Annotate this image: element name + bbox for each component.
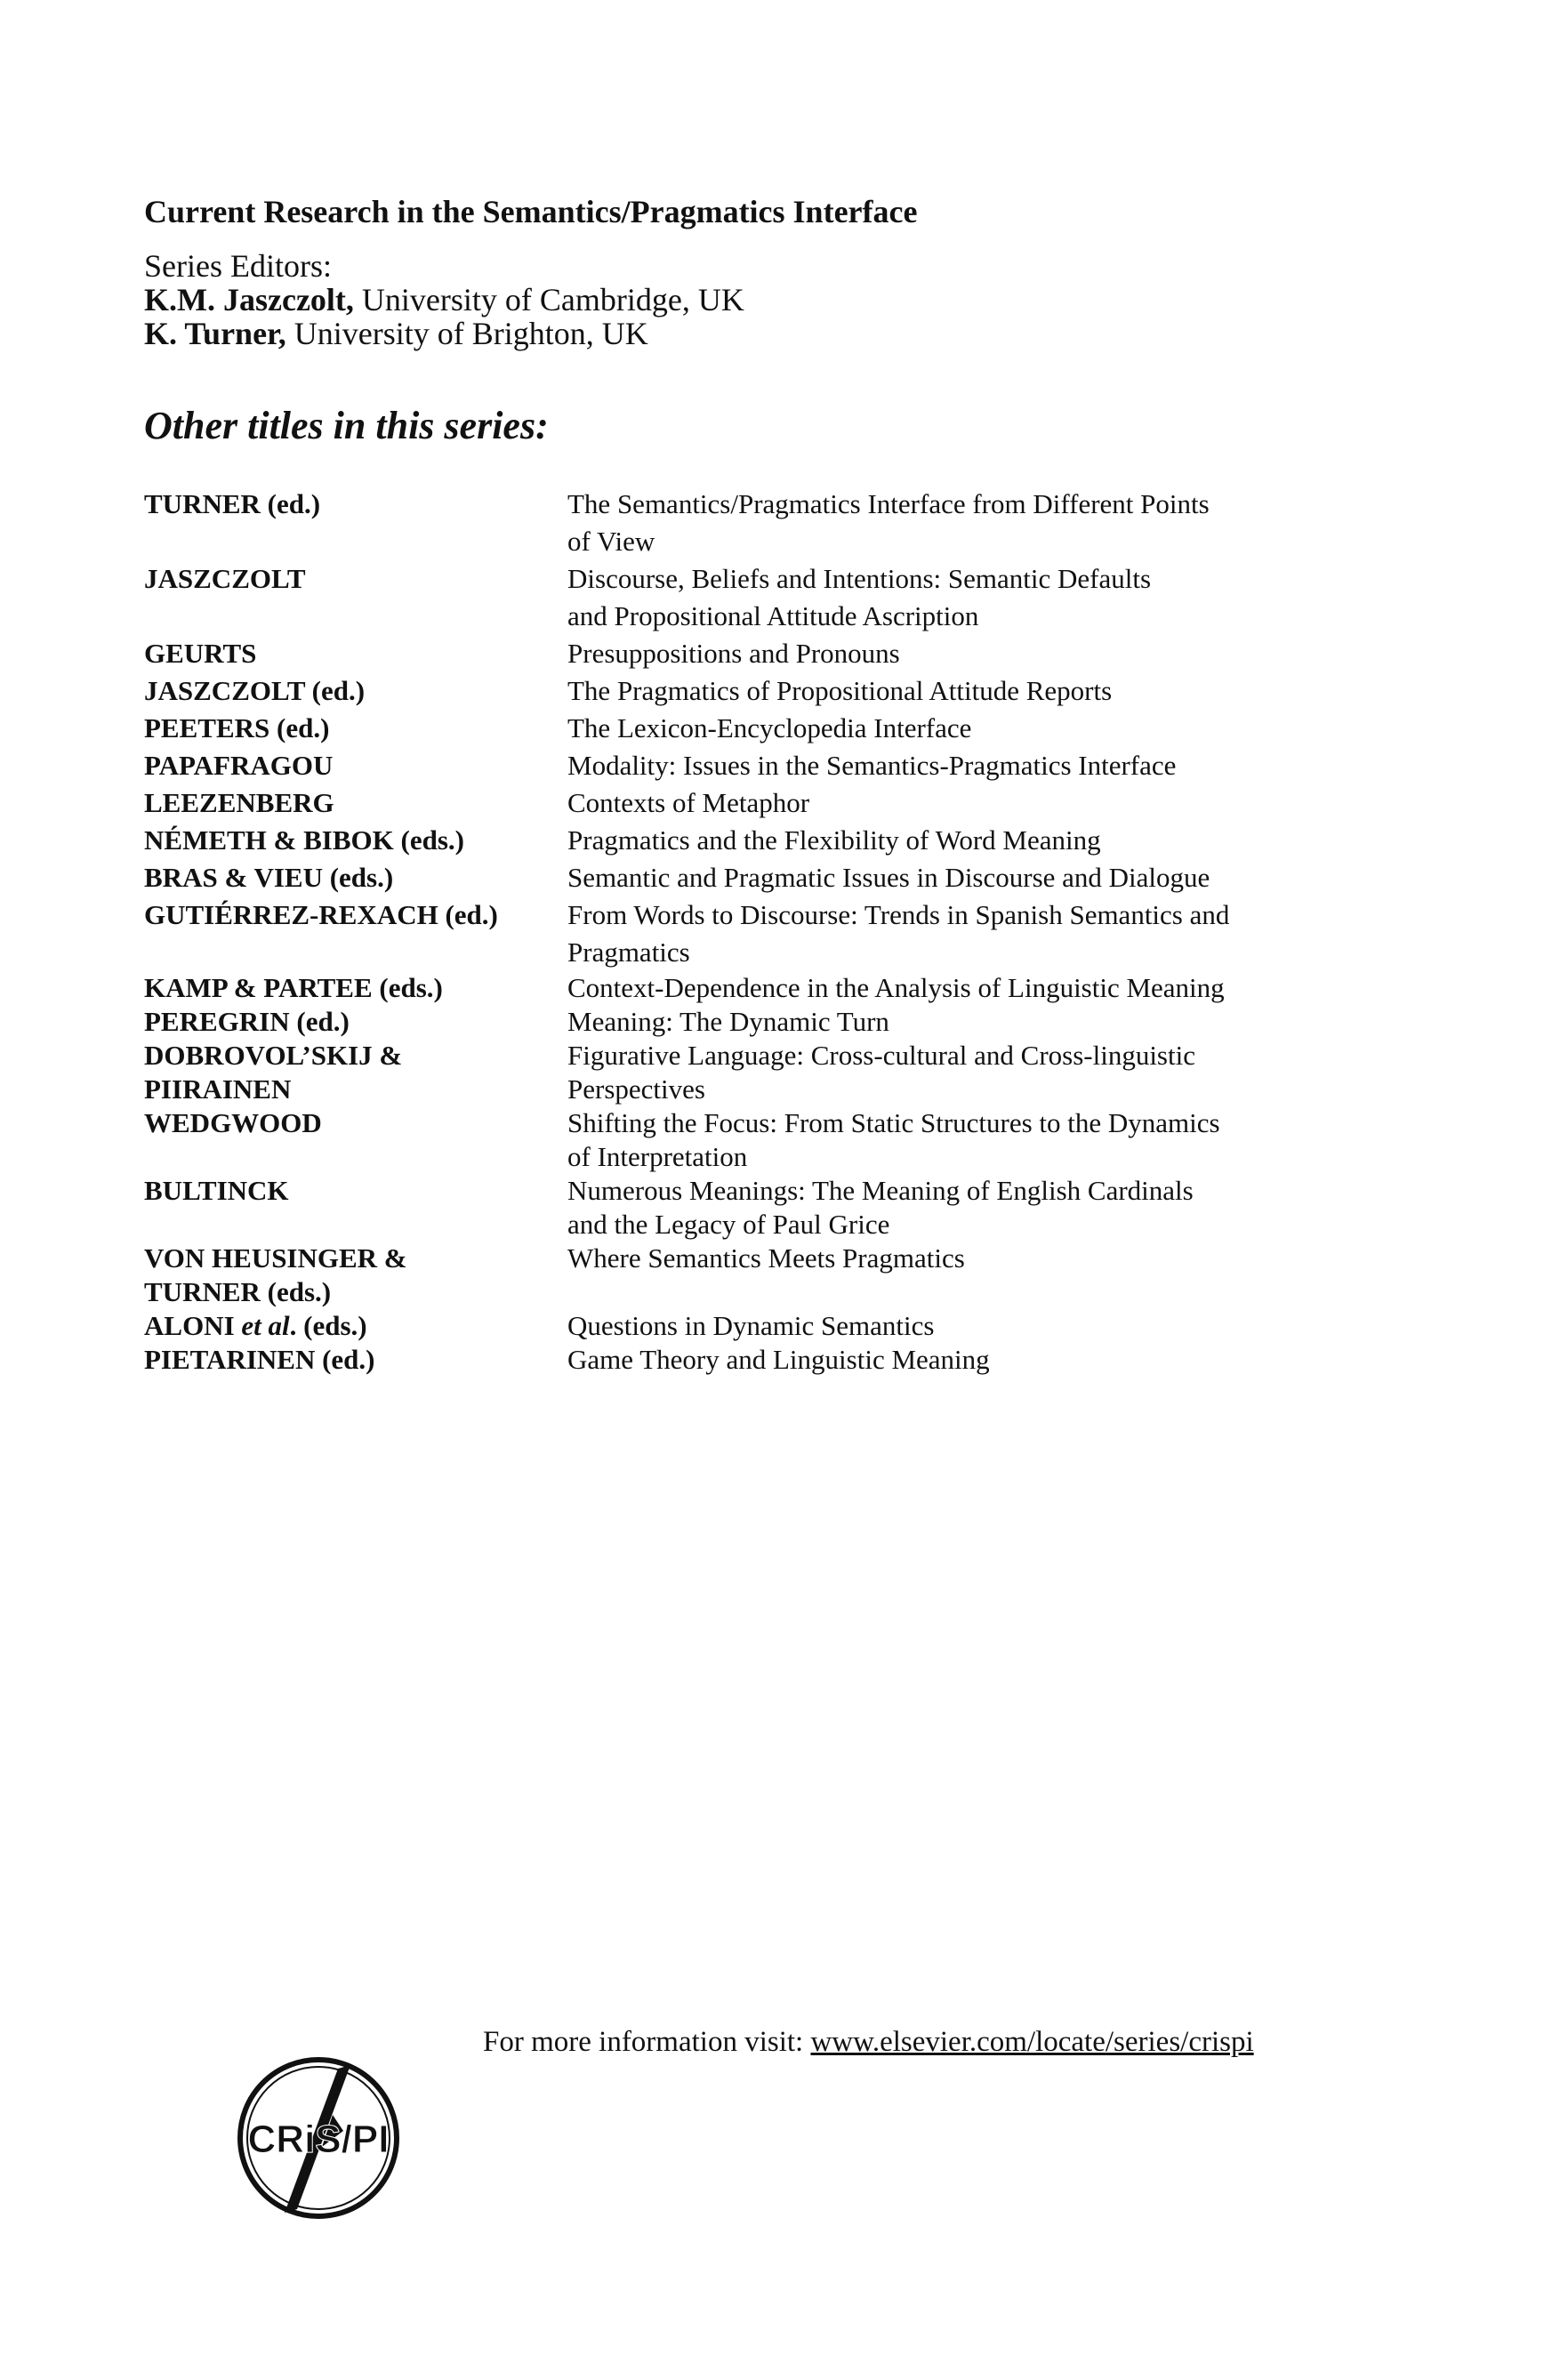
- list-item: [144, 971, 1291, 1005]
- author: TURNER (eds.): [144, 1276, 332, 1307]
- author: GEURTS: [144, 638, 257, 669]
- series-link[interactable]: www.elsevier.com/locate/series/crispi: [810, 2026, 1254, 2058]
- editor-2: [144, 317, 744, 350]
- editor-name: K. Turner,: [144, 316, 286, 351]
- author: VON HEUSINGER &: [144, 1242, 407, 1274]
- book-title: Shifting the Focus: From Static Structures to the Dynamics: [567, 1107, 1220, 1138]
- logo-text: CRiS/PI: [247, 2118, 390, 2161]
- list-item: [144, 710, 1291, 747]
- series-editors: [144, 249, 744, 350]
- author: WEDGWOOD: [144, 1107, 322, 1138]
- list-item: [144, 672, 1291, 710]
- author: PEETERS (ed.): [144, 712, 330, 743]
- author: NÉMETH & BIBOK (eds.): [144, 824, 464, 856]
- book-title: Game Theory and Linguistic Meaning: [567, 1344, 990, 1375]
- book-title: Context-Dependence in the Analysis of Linguistic Meaning: [567, 972, 1225, 1003]
- book-title: and Propositional Attitude Ascription: [567, 600, 979, 631]
- crispi-logo-icon: [233, 2053, 404, 2223]
- book-title: The Pragmatics of Propositional Attitude Reports: [567, 675, 1113, 706]
- author: BULTINCK: [144, 1175, 289, 1206]
- list-item: [144, 1174, 1291, 1242]
- book-title: of View: [567, 526, 655, 557]
- book-title: Presuppositions and Pronouns: [567, 638, 900, 669]
- book-title: and the Legacy of Paul Grice: [567, 1209, 890, 1240]
- book-title: Numerous Meanings: The Meaning of English Cardinals: [567, 1175, 1194, 1206]
- author-part-italic: et al: [241, 1310, 290, 1341]
- author: PAPAFRAGOU: [144, 750, 334, 781]
- book-title: Modality: Issues in the Semantics-Pragmatics Interface: [567, 750, 1177, 781]
- author: KAMP & PARTEE (eds.): [144, 972, 443, 1003]
- book-title: of Interpretation: [567, 1141, 748, 1172]
- book-title: Discourse, Beliefs and Intentions: Semantic Defaults: [567, 563, 1152, 594]
- list-item: [144, 747, 1291, 784]
- list-item: [144, 1309, 1291, 1343]
- author: JASZCZOLT (ed.): [144, 675, 366, 706]
- list-item: [144, 1106, 1291, 1174]
- book-title: The Lexicon-Encyclopedia Interface: [567, 712, 972, 743]
- author: TURNER (ed.): [144, 488, 321, 519]
- list-item: [144, 1242, 1291, 1309]
- editor-affiliation: University of Cambridge, UK: [353, 282, 744, 317]
- book-title: Where Semantics Meets Pragmatics: [567, 1242, 965, 1274]
- titles-list: [144, 486, 1291, 1377]
- book-title: Meaning: The Dynamic Turn: [567, 1006, 889, 1037]
- editor-name: K.M. Jaszczolt,: [144, 282, 354, 317]
- book-title: Figurative Language: Cross-cultural and Cross-linguistic: [567, 1040, 1195, 1071]
- author: BRAS & VIEU (eds.): [144, 862, 394, 893]
- list-item: [144, 896, 1291, 971]
- series-title: Current Research in the Semantics/Pragmatics Interface: [144, 194, 918, 229]
- editors-label: Series Editors:: [144, 248, 332, 284]
- other-titles-heading: Other titles in this series:: [144, 404, 549, 447]
- book-title: Semantic and Pragmatic Issues in Discourse and Dialogue: [567, 862, 1210, 893]
- author-part: . (eds.): [289, 1310, 367, 1341]
- author: GUTIÉRREZ-REXACH (ed.): [144, 899, 498, 930]
- book-title: Perspectives: [567, 1073, 705, 1105]
- author: PIIRAINEN: [144, 1073, 292, 1105]
- book-title: Pragmatics: [567, 936, 690, 968]
- list-item: [144, 822, 1291, 859]
- author-part: ALONI: [144, 1310, 242, 1341]
- book-title: Pragmatics and the Flexibility of Word Meaning: [567, 824, 1101, 856]
- list-item: [144, 1039, 1291, 1106]
- list-item: [144, 560, 1291, 635]
- book-title: The Semantics/Pragmatics Interface from Different Points: [567, 488, 1210, 519]
- author: LEEZENBERG: [144, 787, 334, 818]
- author: PEREGRIN (ed.): [144, 1006, 350, 1037]
- book-title: From Words to Discourse: Trends in Spanish Semantics and: [567, 899, 1230, 930]
- editor-affiliation: University of Brighton, UK: [285, 316, 648, 351]
- list-item: [144, 486, 1291, 560]
- list-item: [144, 1005, 1291, 1039]
- list-item: [144, 784, 1291, 822]
- more-info-label: For more information visit:: [483, 2026, 811, 2058]
- editor-1: [144, 283, 744, 317]
- list-item: [144, 635, 1291, 672]
- author: DOBROVOL’SKIJ &: [144, 1040, 403, 1071]
- list-item: [144, 1343, 1291, 1377]
- author: JASZCZOLT: [144, 563, 306, 594]
- author: [144, 1309, 567, 1343]
- author: PIETARINEN (ed.): [144, 1344, 375, 1375]
- more-info: [483, 2024, 1254, 2060]
- list-item: [144, 859, 1291, 896]
- book-title: Questions in Dynamic Semantics: [567, 1310, 935, 1341]
- book-title: Contexts of Metaphor: [567, 787, 810, 818]
